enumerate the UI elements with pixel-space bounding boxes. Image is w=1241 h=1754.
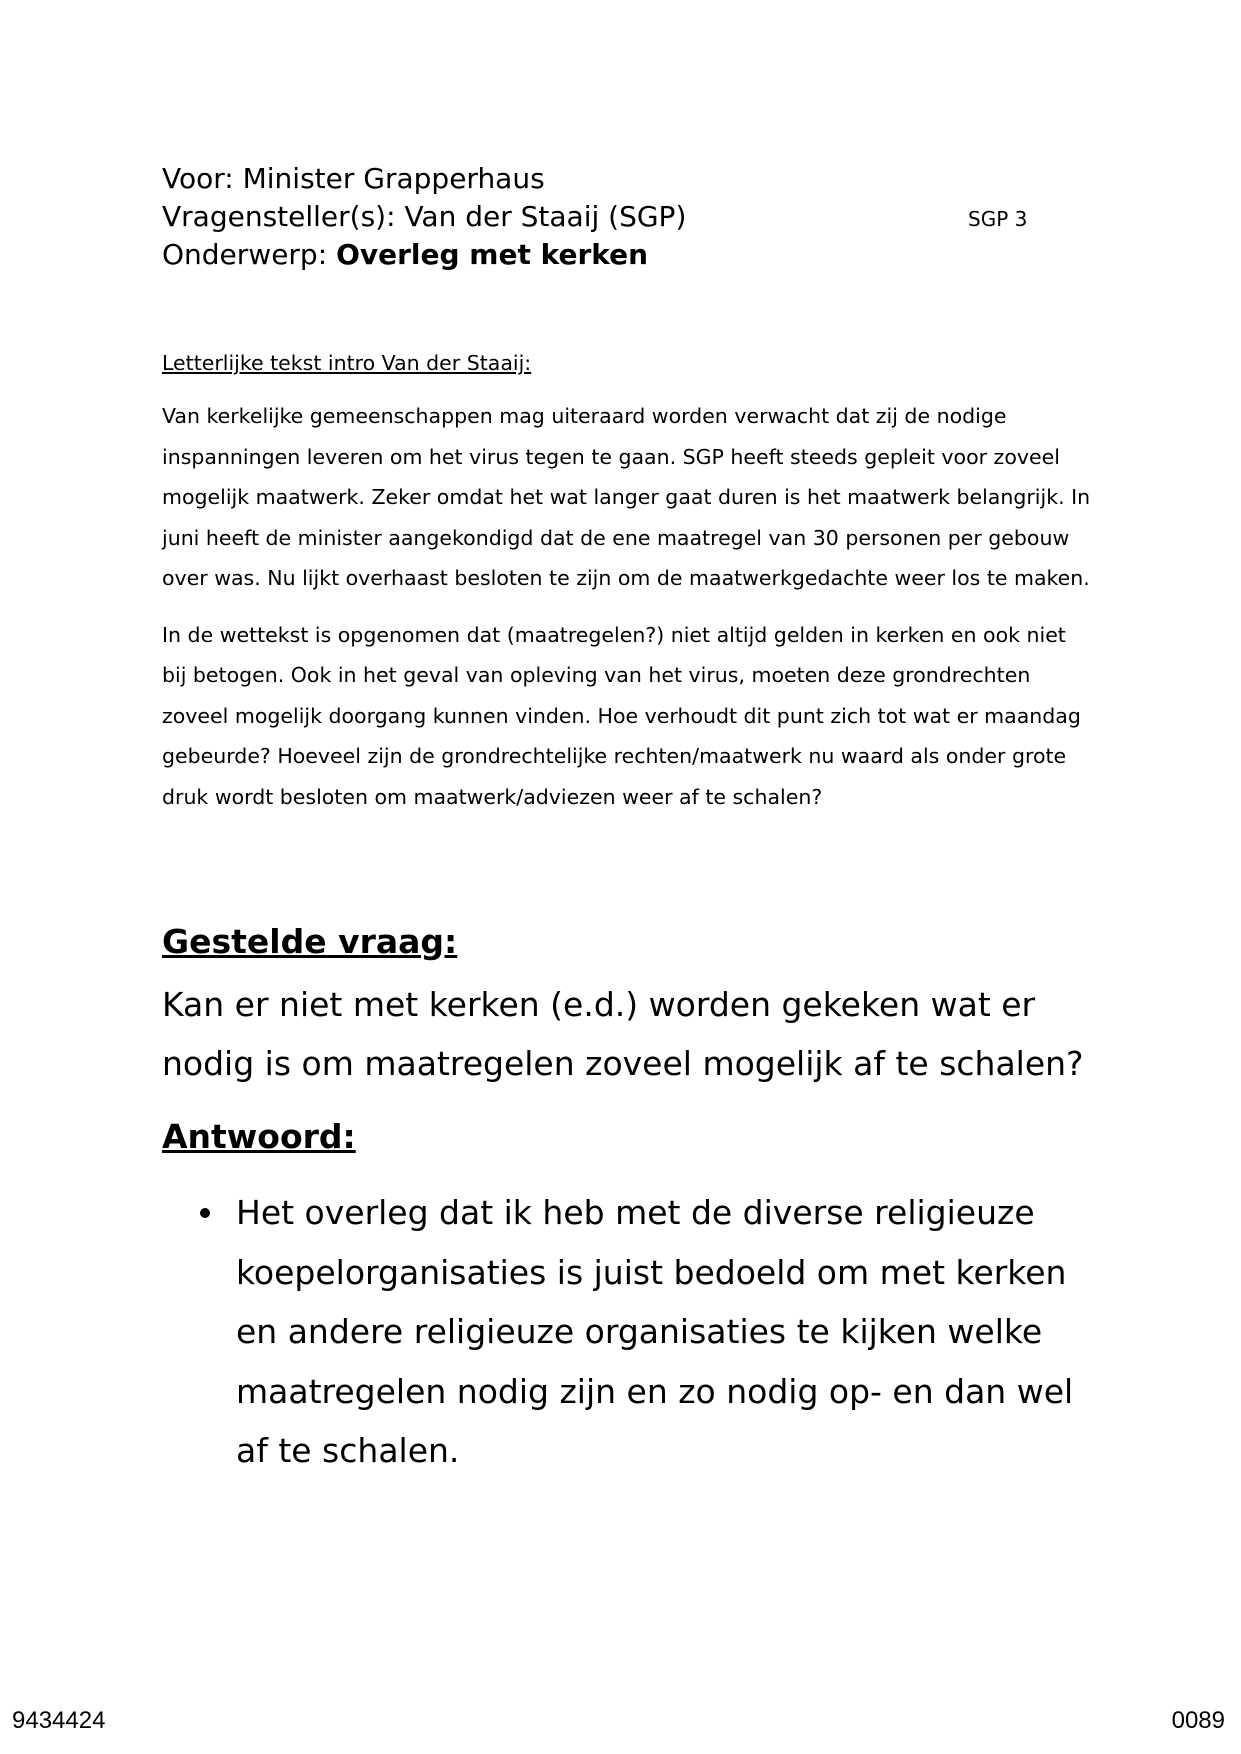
answer-bullet-text: Het overleg dat ik heb met de diverse religieuze koepelorganisaties is juist bedoeld om met kerken en andere religieuze organisaties te kijken welke maatregelen nodig zijn en zo nodig op- en dan wel af te schalen. [236, 1193, 1074, 1470]
intro-paragraph: In de wettekst is opgenomen dat (maatregelen?) niet altijd gelden in kerken en ook niet bij betogen. Ook in het geval van opleving van het virus, moeten deze grondrechten zoveel mogelijk doorgang kunnen vinden. Hoe verhoudt dit punt zich tot wat er maandag gebeurde? Hoeveel zijn de grondrechtelijke rechten/maatwerk nu waard als onder grote druk wordt besloten om maatwerk/adviezen weer af te schalen? [162, 622, 1081, 809]
onderwerp-label: Onderwerp: [162, 238, 328, 271]
onderwerp-value: Overleg met kerken [336, 238, 649, 271]
document-header [162, 160, 1082, 274]
footer-page-number: 0089 [1171, 1707, 1225, 1734]
intro-section [162, 346, 1092, 833]
intro-paragraph: Van kerkelijke gemeenschappen mag uiteraard worden verwacht dat zij de nodige inspanningen leveren om het virus tegen te gaan. SGP heeft steeds gepleit voor zoveel mogelijk maatwerk. Zeker omdat het wat langer gaat duren is het maatwerk belangrijk. In juni heeft de minister aangekondigd dat de ene maatregel van 30 personen per gebouw over was. Nu lijkt overhaast besloten te zijn om de maatwerkgedachte weer los te maken. [162, 404, 1091, 590]
bullet-icon [200, 1208, 210, 1218]
answer-list [198, 1183, 1088, 1481]
answer-heading: Antwoord: [162, 1117, 356, 1156]
header-vragensteller-line [162, 198, 1082, 236]
question-text: Kan er niet met kerken (e.d.) worden gekeken wat er nodig is om maatregelen zoveel mogelijk af te schalen? [162, 985, 1084, 1083]
vragensteller-value: Van der Staaij (SGP) [404, 200, 687, 233]
voor-value: Minister Grapperhaus [242, 162, 545, 195]
vragensteller-label: Vragensteller(s): [162, 200, 396, 233]
voor-label: Voor: [162, 162, 234, 195]
intro-heading: Letterlijke tekst intro Van der Staaij: [162, 351, 532, 375]
document-code: SGP 3 [968, 207, 1028, 231]
question-heading: Gestelde vraag: [162, 922, 458, 961]
footer-document-number: 9434424 [12, 1707, 106, 1734]
header-voor-line [162, 160, 1082, 198]
header-onderwerp-line [162, 236, 1082, 274]
answer-list-item [198, 1183, 1088, 1481]
